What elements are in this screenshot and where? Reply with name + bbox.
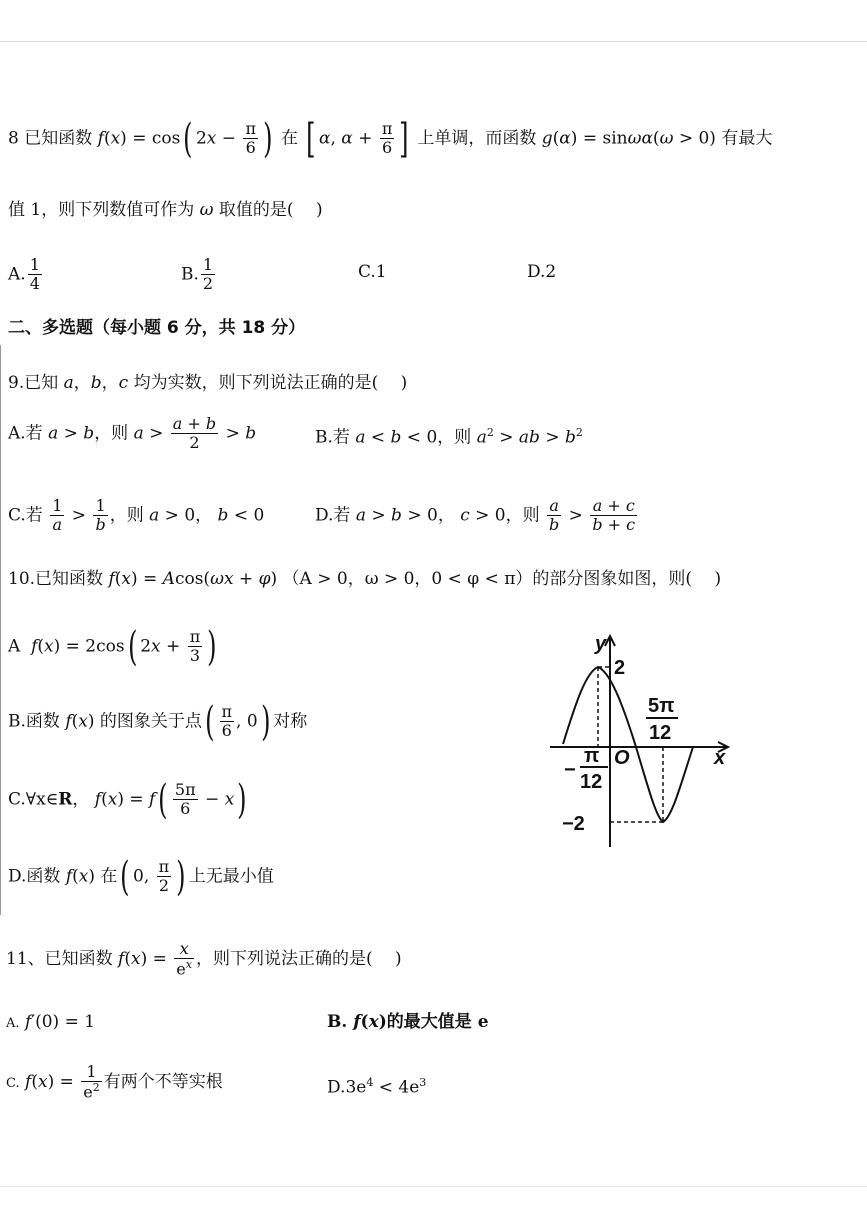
- q9-stem: 9.已知 a，b，c 均为实数，则下列说法正确的是( ): [8, 373, 408, 393]
- q8-line2: [8, 202, 323, 219]
- q11-c-text: 有两个不等实根: [103, 1072, 223, 1093]
- fraction: $\frac{\pi}{6}$: [221, 702, 233, 741]
- right-den: 12: [649, 722, 672, 744]
- q10-d-text2: 上无最小值: [188, 866, 274, 887]
- fraction: $\frac{a + b}{2}$: [172, 414, 217, 453]
- q10-b-text: 的图象关于点: [99, 711, 202, 732]
- fraction: $\frac{1}{e^2}$: [83, 1062, 100, 1102]
- curve: [563, 667, 693, 822]
- q8-option-b-num: 1: [202, 255, 214, 274]
- q8-option-c: C.1: [358, 262, 387, 282]
- origin-label: O: [614, 747, 630, 769]
- section-title: 二、多选题（每小题 6 分，共 18 分）: [8, 318, 306, 338]
- q8-text3: 上单调，而函数: [417, 128, 537, 149]
- fraction: $\frac{\pi}{2}$: [158, 857, 170, 896]
- q9-d-text: ，: [437, 505, 455, 526]
- q8-text5: 值 1，则下列数值可作为: [8, 200, 195, 220]
- q10-b-text2: 对称: [273, 711, 308, 732]
- q8-option-a: [8, 256, 44, 294]
- x-label: x: [714, 747, 726, 769]
- bottom-rule: [0, 1186, 867, 1187]
- q8-option-b: [181, 256, 217, 294]
- q8-option-d: D.2: [527, 262, 557, 282]
- q8-text1: 已知函数: [24, 128, 93, 149]
- q11-stem-text: 11、已知函数: [6, 949, 113, 970]
- left-den: 12: [580, 771, 603, 793]
- fraction: $\frac{x}{e^x}$: [176, 939, 192, 979]
- fraction: $\frac{\pi}{6}$: [245, 119, 256, 158]
- left-sign: −: [564, 759, 576, 781]
- q11-option-c: C. f(x) = $\frac{1}{e^2}$ 有两个不等实根: [6, 1062, 223, 1102]
- q8-option-b-den: 2: [202, 274, 214, 294]
- q11-stem-text2: ，则下列说法正确的是( ): [195, 949, 402, 970]
- q11-stem: 11、已知函数 f(x) = $\frac{x}{e^x}$ ，则下列说法正确的是( ): [6, 939, 402, 979]
- q10-option-d: D.函数 f(x) 在( 0, $\frac{\pi}{2}$ ) 上无最小值: [8, 853, 274, 900]
- q9-option-c: C.若 $\frac{1}{a}$ > $\frac{1}{b}$ ，则 a > 0， b < 0: [8, 496, 265, 535]
- fraction: $\frac{a + c}{b + c}$: [592, 496, 636, 535]
- q11-a-label: A.: [6, 1016, 20, 1031]
- q10-stem: 10.已知函数 f(x) = Acos(ωx + φ) （A > 0，ω > 0，0 < φ < π）的部分图象如图，则( ): [8, 569, 722, 589]
- fraction: $\frac{a}{b}$: [549, 496, 560, 535]
- q10-d-text: 在: [100, 866, 118, 887]
- y-label: y: [595, 633, 607, 655]
- q11-d-label: D.: [327, 1077, 346, 1098]
- q9-d-text2: ，则: [505, 505, 540, 526]
- q11-b-label: B.: [327, 1012, 348, 1032]
- q8-option-a-num: 1: [29, 255, 40, 274]
- q10-d-label: D.函数: [8, 866, 61, 887]
- q8-text2: 在: [280, 128, 298, 149]
- q9-d-label: D.若: [315, 505, 351, 526]
- q9-c-label: C.若: [8, 505, 43, 526]
- q10-a-label: A: [8, 636, 21, 657]
- q8-text4: 有最大: [721, 128, 773, 149]
- fraction: [28, 256, 42, 294]
- q11-option-a: A. f′(0) = 1: [6, 1012, 96, 1032]
- q9-a-label: A.若: [8, 423, 43, 444]
- q9-stem-text2: 均为实数，则下列说法正确的是( ): [133, 373, 408, 393]
- q11-c-label: C.: [6, 1076, 20, 1092]
- q9-option-b: B.若 a < b < 0，则 $a^2$ > ab > $b^2$: [315, 426, 583, 448]
- q10-condition: （A > 0，ω > 0，0 < φ < π）的部分图象如图，则( ): [282, 569, 722, 589]
- q9-a-text: ，则: [94, 423, 129, 444]
- q8-omega: ω: [199, 200, 214, 220]
- page-edge: [0, 345, 1, 915]
- q8-text6: 取值的是( ): [218, 200, 323, 220]
- top-rule: [0, 41, 867, 42]
- q8-line1: 8 已知函数 f(x) = cos( 2x − $\frac{\pi}{6}$ ) 在 [ α, α + $\frac{\pi}{6}$ ] 上单调，而函数 g(α) = sinωα(ω > 0) 有最大: [8, 115, 773, 162]
- q8-option-b-label: B.: [181, 264, 199, 285]
- fraction: $\frac{\pi}{3}$: [189, 627, 201, 666]
- q8-number: 8: [8, 128, 19, 149]
- left-num: π: [584, 745, 600, 767]
- q11-option-b: B. f(x)的最大值是 e: [327, 1012, 489, 1032]
- q9-c-text2: ，: [195, 505, 213, 526]
- fraction: $\frac{1}{a}$: [52, 496, 63, 535]
- q9-option-a: A.若 a > b，则 a > $\frac{a + b}{2}$ > b: [8, 414, 257, 453]
- q8-option-a-label: A.: [8, 264, 26, 285]
- q10-stem-text: 10.已知函数: [8, 569, 104, 589]
- q10-option-b: B.函数 f(x) 的图象关于点( $\frac{\pi}{6}$ , 0) 对称: [8, 698, 308, 745]
- q9-option-d: D.若 a > b > 0， c > 0，则 $\frac{a}{b}$ > $\frac{a + c}{b + c}$: [315, 496, 636, 535]
- fraction: $\frac{\pi}{6}$: [381, 119, 393, 158]
- q11-b-text: 的最大值是 e: [386, 1012, 489, 1032]
- q9-b-label: B.若: [315, 427, 350, 448]
- q10-c-label: C.∀x∈: [8, 789, 59, 810]
- q10-option-a: A f(x) = 2cos( 2x + $\frac{\pi}{3}$ ): [8, 623, 217, 670]
- ymax-label: 2: [614, 657, 626, 679]
- q9-stem-text: 9.已知: [8, 373, 59, 393]
- q9-c-text: ，则: [109, 505, 144, 526]
- ymin-label: −2: [562, 813, 585, 835]
- right-num: 5π: [648, 695, 675, 717]
- cosine-graph: [548, 632, 758, 852]
- q10-option-c: C.∀x∈R， f(x) = f( $\frac{5\pi}{6}$ − x): [8, 776, 247, 823]
- q11-option-d: $D.3e^4 < 4e^3$: [327, 1076, 427, 1098]
- fraction: $\frac{1}{b}$: [95, 496, 106, 535]
- q10-b-label: B.函数: [8, 711, 60, 732]
- fraction: $\frac{5\pi}{6}$: [174, 780, 196, 819]
- fraction: [201, 256, 215, 294]
- q8-option-a-den: 4: [29, 274, 40, 294]
- q9-b-text: ，则: [437, 427, 472, 448]
